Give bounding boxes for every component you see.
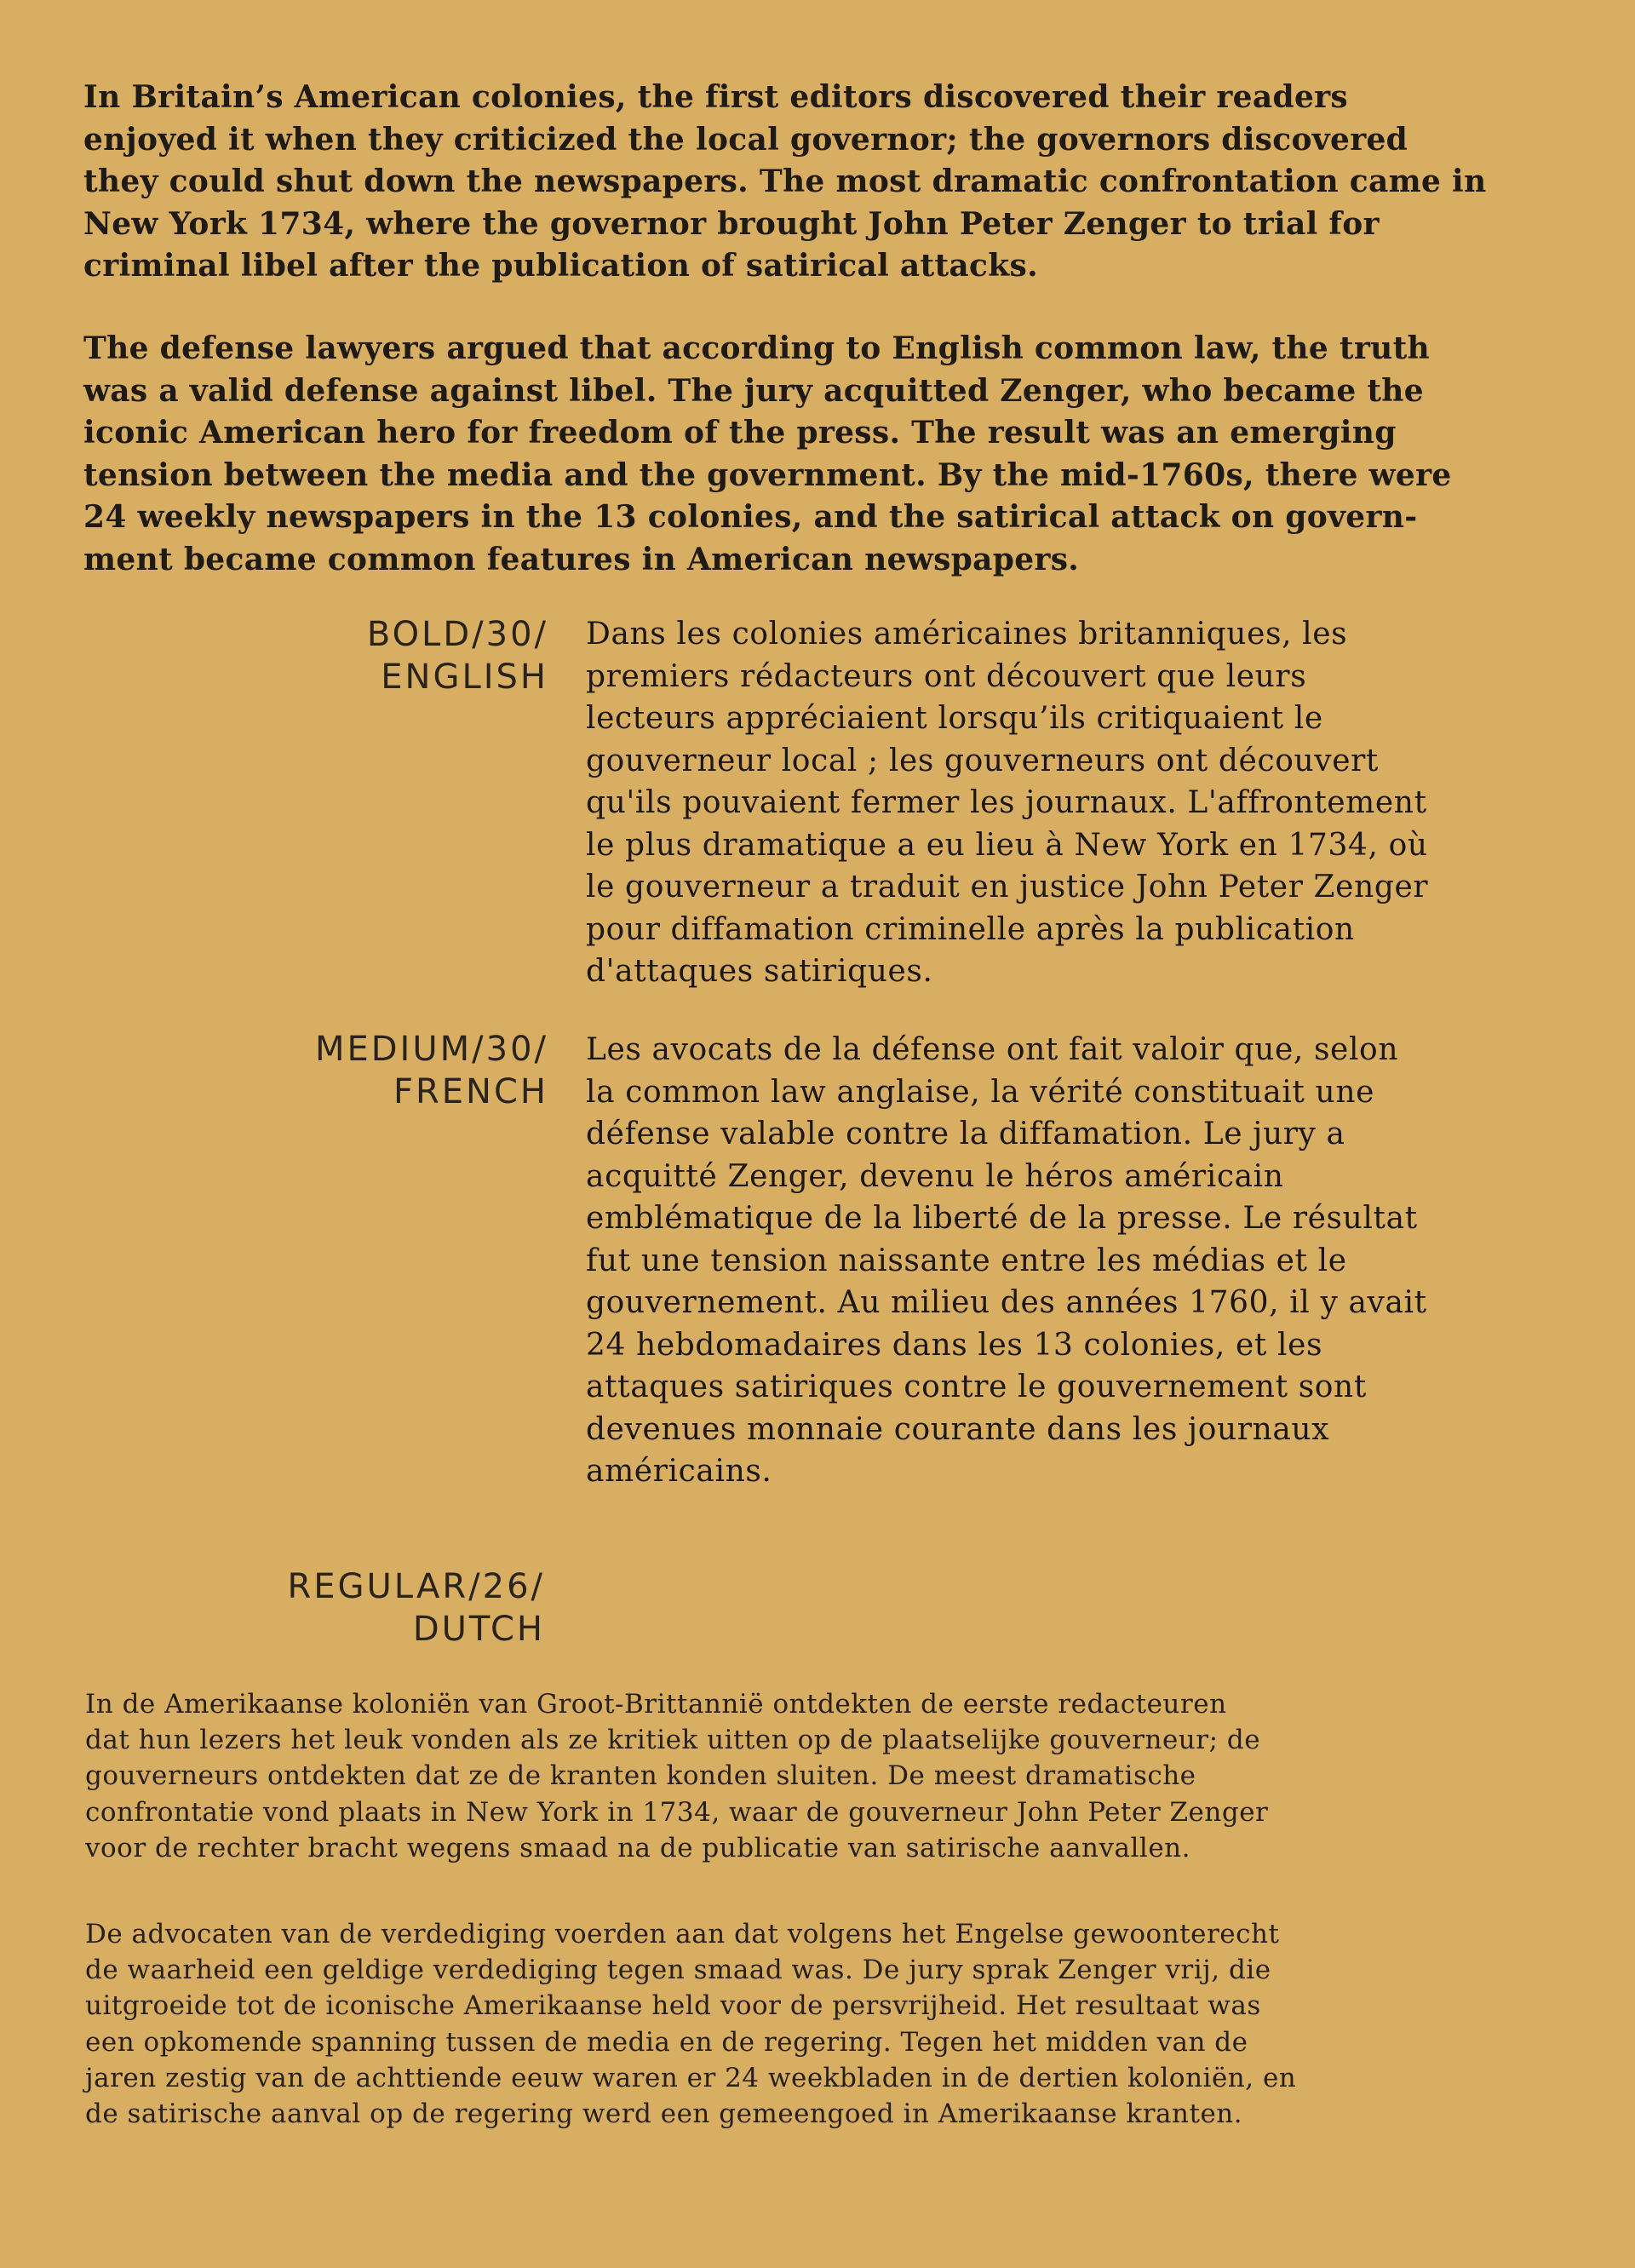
english-paragraph-2: The defense lawyers argued that according to English common law, the truth was a valid defense against libel. The jury acquitted Zenger, who became the iconic American hero for freedom of the press. The result was an emerging tension between the media and the government. By the mid-1760s, there were 24 weekly newspapers in the 13 colonies, and the satirical attack on govern- ment became common features in American newspapers.	[83, 330, 1452, 577]
english-paragraph-1: In Britain’s American colonies, the first editors discovered their readers enjoyed it when they criticized the local governor; the governors discovered they could shut down the newspapers. The most dramatic confrontation came in New York 1734, where the governor brought John Peter Zenger to trial for criminal libel after the publication of satirical attacks.	[83, 79, 1487, 284]
label-bold-english: BOLD/30/ ENGLISH	[366, 615, 548, 697]
french-paragraph-2: Les avocats de la défense ont fait valoir que, selon la common law anglaise, la vérité constituait une défense valable contre la diffamation. Le jury a acquitté Zenger, devenu le héros américain emblématique de la liberté de la presse. Le résultat fut une tension naissante entre les médias et le gouvernement. Au milieu des années 1760, il y avait 24 hebdomadaires dans les 13 colonies, et les attaques satiriques contre le gouvernement sont devenues monnaie courante dans les journaux américains.	[586, 1032, 1427, 1489]
dutch-paragraph-1: In de Amerikaanse koloniën van Groot-Brittannië ontdekten de eerste redacteuren dat hun lezers het leuk vonden als ze kritiek uitten op de plaatselijke gouverneur; de gouverneurs ontdekten dat ze de kranten konden sluiten. De meest dramatische confrontatie vond plaats in New York in 1734, waar de gouverneur John Peter Zenger voor de rechter bracht wegens smaad na de publicatie van satirische aanvallen.	[85, 1689, 1269, 1863]
dutch-paragraph-2: De advocaten van de verdediging voerden aan dat volgens het Engelse gewoonterecht de waarheid een geldige verdediging tegen smaad was. De jury sprak Zenger vrij, die uitgroeide tot de iconische Amerikaanse held voor de persvrijheid. Het resultaat was een opkomende spanning tussen de media en de regering. Tegen het midden van de jaren zestig van de achttiende eeuw waren er 24 weekbladen in de dertien koloniën, en de satirische aanval op de regering werd een gemeengoed in Amerikaanse kranten.	[85, 1919, 1297, 2130]
label-medium-french: MEDIUM/30/ FRENCH	[314, 1030, 548, 1111]
french-paragraph-1: Dans les colonies américaines britanniques, les premiers rédacteurs ont découvert que leurs lecteurs appréciaient lorsqu’ils critiquaient le gouverneur local ; les gouverneurs ont découvert qu'ils pouvaient fermer les journaux. L'affrontement le plus dramatique a eu lieu à New York en 1734, où le gouverneur a traduit en justice John Peter Zenger pour diffamation criminelle après la publication d'attaques satiriques.	[586, 617, 1429, 989]
label-regular-dutch: REGULAR/26/ DUTCH	[287, 1567, 545, 1649]
